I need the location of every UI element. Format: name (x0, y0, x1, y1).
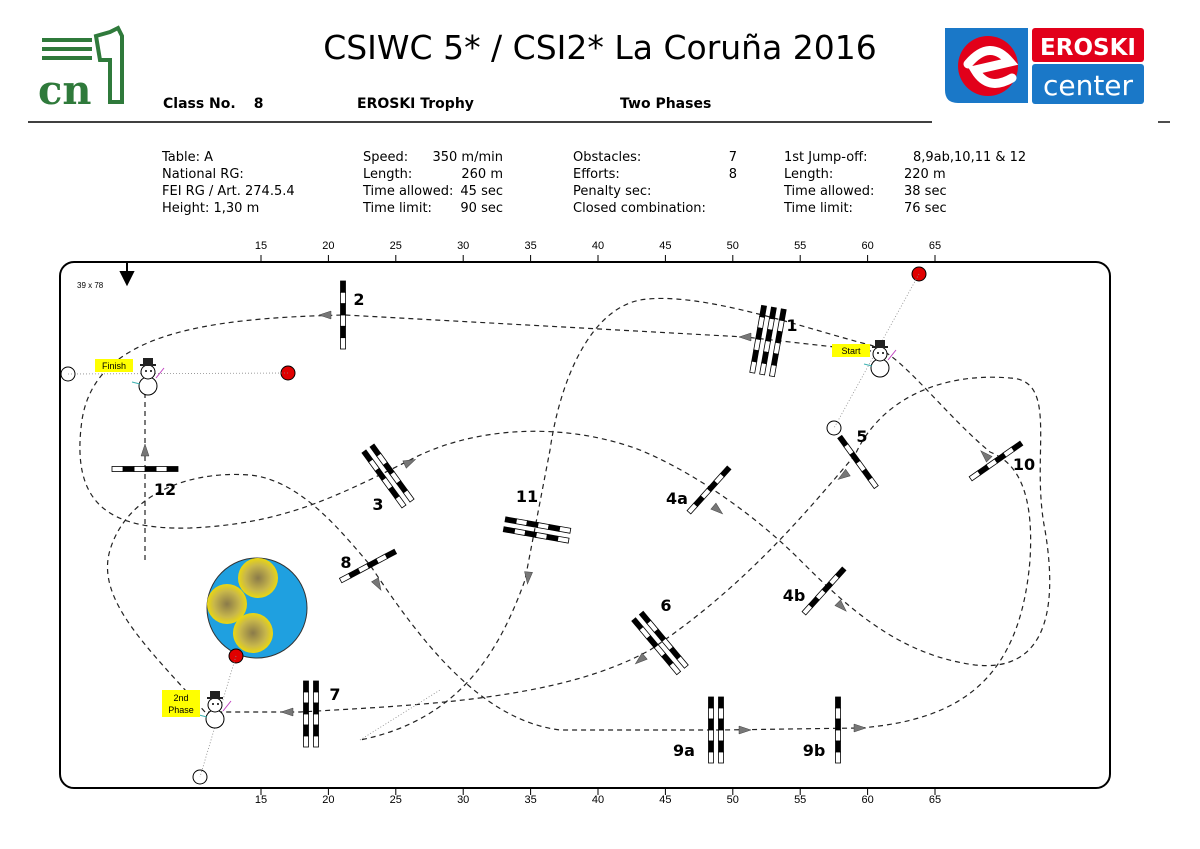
fence-pole (314, 736, 319, 747)
fence-pole (145, 467, 156, 472)
fence-pole (514, 529, 526, 536)
class-number: 8 (253, 96, 264, 112)
fence-pole (836, 697, 841, 708)
snowmen (132, 340, 896, 728)
fence-pole (719, 719, 724, 730)
svg-text:2nd: 2nd (173, 693, 189, 703)
fence-pole (769, 307, 776, 319)
fence-pole (304, 681, 309, 692)
fence-pole (341, 292, 346, 303)
fence-pole (836, 752, 841, 763)
fence-pole (156, 467, 167, 472)
fence-pole (395, 496, 406, 508)
second-phase-label (162, 690, 200, 717)
scale-tick-label: 55 (794, 240, 807, 252)
obstacle-12 (112, 467, 178, 472)
info-jumpoff: 1st Jump-off: 8,9ab,10,11 & 12 (784, 150, 1027, 165)
snowman-icon (199, 691, 231, 728)
fence-pole (536, 532, 548, 539)
scale-tick-label: 55 (794, 794, 807, 806)
scale-tick-label: 60 (861, 794, 874, 806)
obstacle-label-9b: 9b (802, 741, 826, 760)
scale-tick-label: 45 (659, 240, 672, 252)
fence-pole (709, 741, 714, 752)
obstacle-label-9a: 9a (673, 741, 695, 760)
route-arrow (319, 311, 331, 319)
fence-pole (403, 490, 414, 502)
svg-text:Phase: Phase (168, 705, 194, 715)
fence-pole (756, 328, 763, 340)
fence-pole (836, 708, 841, 719)
scale-tick-label: 60 (861, 240, 874, 252)
scale-tick-label: 15 (254, 240, 268, 252)
fence-pole (314, 692, 319, 703)
fence-pole (779, 309, 786, 321)
entry-arrow (121, 263, 133, 284)
logo-bottom-text: center (1042, 69, 1134, 102)
info-national-rg: National RG: (162, 167, 244, 182)
route-arrow (978, 448, 992, 462)
obstacle-2 (341, 281, 346, 349)
svg-text:Finish: Finish (101, 361, 127, 371)
scale-tick-label: 25 (389, 794, 402, 806)
route-arrow (739, 726, 751, 734)
fence-pole (341, 338, 346, 349)
scale-tick-label: 35 (524, 240, 537, 252)
course-route (80, 298, 1050, 740)
route-arrow (633, 653, 647, 667)
info-length: Length: 260 m (363, 167, 503, 182)
obstacle-label-5: 5 (856, 427, 868, 446)
tree (233, 613, 273, 653)
fence-pole (709, 708, 714, 719)
fence-pole (341, 304, 346, 315)
page-title: CSIWC 5* / CSI2* La Coruña 2016 (323, 28, 877, 67)
fence-pole (750, 361, 757, 373)
route-arrow (854, 724, 866, 732)
fence-pole (341, 326, 346, 337)
fence-pole (802, 604, 812, 615)
route-arrow (281, 708, 293, 716)
fence-pole (314, 703, 319, 714)
trophy-name: EROSKI Trophy (357, 96, 474, 112)
obstacle-3 (362, 444, 414, 508)
info-table: Table: A (162, 150, 214, 165)
info-speed: Speed: 350 m/min (363, 150, 503, 165)
fence-pole (548, 525, 560, 532)
fence-pole (752, 350, 759, 362)
obstacle-label-11: 11 (515, 487, 539, 506)
fence-pole (516, 519, 528, 526)
route-jumpoff (107, 298, 1030, 740)
scale-tick-label: 20 (322, 794, 335, 806)
scale-tick-label: 50 (726, 240, 739, 252)
fence-pole (836, 719, 841, 730)
fence-pole (341, 315, 346, 326)
logo-top-text: EROSKI (1040, 35, 1136, 61)
fence-pole (304, 725, 309, 736)
info-time-allowed: Time allowed: 45 sec (363, 184, 503, 199)
fence-pole (719, 741, 724, 752)
class-label: Class No. 8 (163, 96, 264, 112)
snowman-icon (132, 358, 164, 395)
fence-pole (868, 477, 878, 488)
fence-pole (719, 752, 724, 763)
scale-tick-label: 25 (389, 240, 402, 252)
scale-tick-label: 20 (322, 240, 335, 252)
competition-format: Two Phases (620, 96, 712, 112)
start-label (832, 344, 870, 357)
obstacle-label-2: 2 (353, 290, 365, 309)
fence-pole (677, 656, 688, 668)
scale-tick-label: 15 (254, 794, 268, 806)
fence-pole (709, 730, 714, 741)
scale-top (255, 240, 941, 262)
obstacle-4a (687, 466, 731, 514)
fence-pole (669, 662, 680, 674)
fence-pole (754, 339, 761, 351)
fence-pole (167, 467, 178, 472)
fence-pole (709, 752, 714, 763)
fence-pole (777, 320, 784, 332)
fence-pole (503, 527, 515, 534)
fence-pole (769, 365, 776, 377)
fence-pole (537, 523, 549, 530)
obstacle-label-4b: 4b (782, 586, 806, 605)
obstacle-7 (304, 681, 319, 747)
route-arrow (739, 333, 751, 341)
fence-pole (764, 341, 771, 353)
info-column-2 (363, 149, 503, 217)
obstacle-label-8: 8 (340, 553, 352, 572)
route-arrow (141, 444, 149, 456)
info-jumpoff-time-limit: Time limit: 76 sec (784, 201, 947, 216)
fence-pole (341, 281, 346, 292)
fence-pole (112, 467, 123, 472)
obstacle-label-1: 1 (786, 316, 798, 335)
scale-tick-label: 30 (457, 240, 470, 252)
obstacle-11 (503, 517, 571, 543)
fence-pole (758, 317, 765, 329)
fence-pole (339, 573, 350, 582)
scale-tick-label: 30 (457, 794, 470, 806)
fence-pole (314, 714, 319, 725)
obstacle-label-6: 6 (660, 596, 672, 615)
scale-tick-label: 40 (591, 794, 605, 806)
fence-pole (773, 342, 780, 354)
scale-tick-label: 35 (524, 794, 537, 806)
scale-tick-label: 65 (928, 794, 942, 806)
fence-pole (709, 697, 714, 708)
info-height: Height: 1,30 m (162, 201, 260, 216)
finish-label (95, 359, 133, 372)
info-penalty: Penalty sec: (573, 184, 652, 199)
fence-pole (304, 736, 309, 747)
fence-pole (760, 363, 767, 375)
fence-pole (123, 467, 134, 472)
fence-pole (836, 730, 841, 741)
info-efforts: Efforts: 8 (573, 167, 737, 182)
info-obstacles: Obstacles: 7 (573, 150, 737, 165)
svg-text:Start: Start (841, 346, 861, 356)
info-jumpoff-time-allowed: Time allowed: 38 sec (784, 184, 947, 199)
scale-tick-label: 65 (928, 240, 942, 252)
obstacle-label-3: 3 (372, 495, 384, 514)
obstacle-label-7: 7 (329, 685, 341, 704)
pond-decoration (207, 558, 307, 658)
fence-pole (836, 741, 841, 752)
obstacle-label-10: 10 (1012, 455, 1036, 474)
fence-pole (762, 352, 769, 364)
fence-pole (304, 714, 309, 725)
fence-pole (969, 471, 980, 481)
scale-tick-label: 50 (726, 794, 739, 806)
fence-pole (314, 725, 319, 736)
route-arrow (372, 578, 385, 592)
fence-pole (687, 503, 697, 514)
scale-bottom (255, 788, 941, 806)
fence-pole (505, 517, 517, 524)
obstacle-label-4a: 4a (666, 489, 688, 508)
route-arrows (141, 311, 992, 734)
tree (238, 558, 278, 598)
fence-pole (304, 703, 309, 714)
arena-size-label: 39 x 78 (77, 281, 104, 290)
info-closed-combination: Closed combination: (573, 201, 706, 216)
info-column-1 (162, 149, 295, 217)
fence-pole (547, 534, 559, 541)
route-arrow (523, 572, 532, 585)
fence-pole (304, 692, 309, 703)
fence-pole (134, 467, 145, 472)
info-fei-rg: FEI RG / Art. 274.5.4 (162, 184, 295, 199)
info-time-limit: Time limit: 90 sec (363, 201, 503, 216)
info-column-3 (573, 149, 737, 217)
route-arrow (403, 456, 417, 468)
obstacle-9b (836, 697, 841, 763)
fence-pole (771, 353, 778, 365)
route-arrow (836, 469, 850, 482)
fence-pole (719, 730, 724, 741)
fence-pole (709, 719, 714, 730)
scale-tick-label: 40 (591, 240, 605, 252)
obstacle-label-12: 12 (153, 480, 177, 499)
logo-text: cn (38, 67, 92, 114)
scale-tick-label: 45 (659, 794, 672, 806)
obstacle-9a (709, 697, 724, 763)
fence-pole (719, 697, 724, 708)
route-arrow (835, 600, 849, 614)
info-column-4 (784, 149, 1027, 217)
fence-pole (314, 681, 319, 692)
fence-pole (557, 536, 569, 543)
route-arrow (711, 503, 725, 517)
info-jumpoff-length: Length: 220 m (784, 167, 946, 182)
fence-pole (719, 708, 724, 719)
fence-pole (768, 318, 775, 330)
fence-pole (559, 526, 571, 533)
